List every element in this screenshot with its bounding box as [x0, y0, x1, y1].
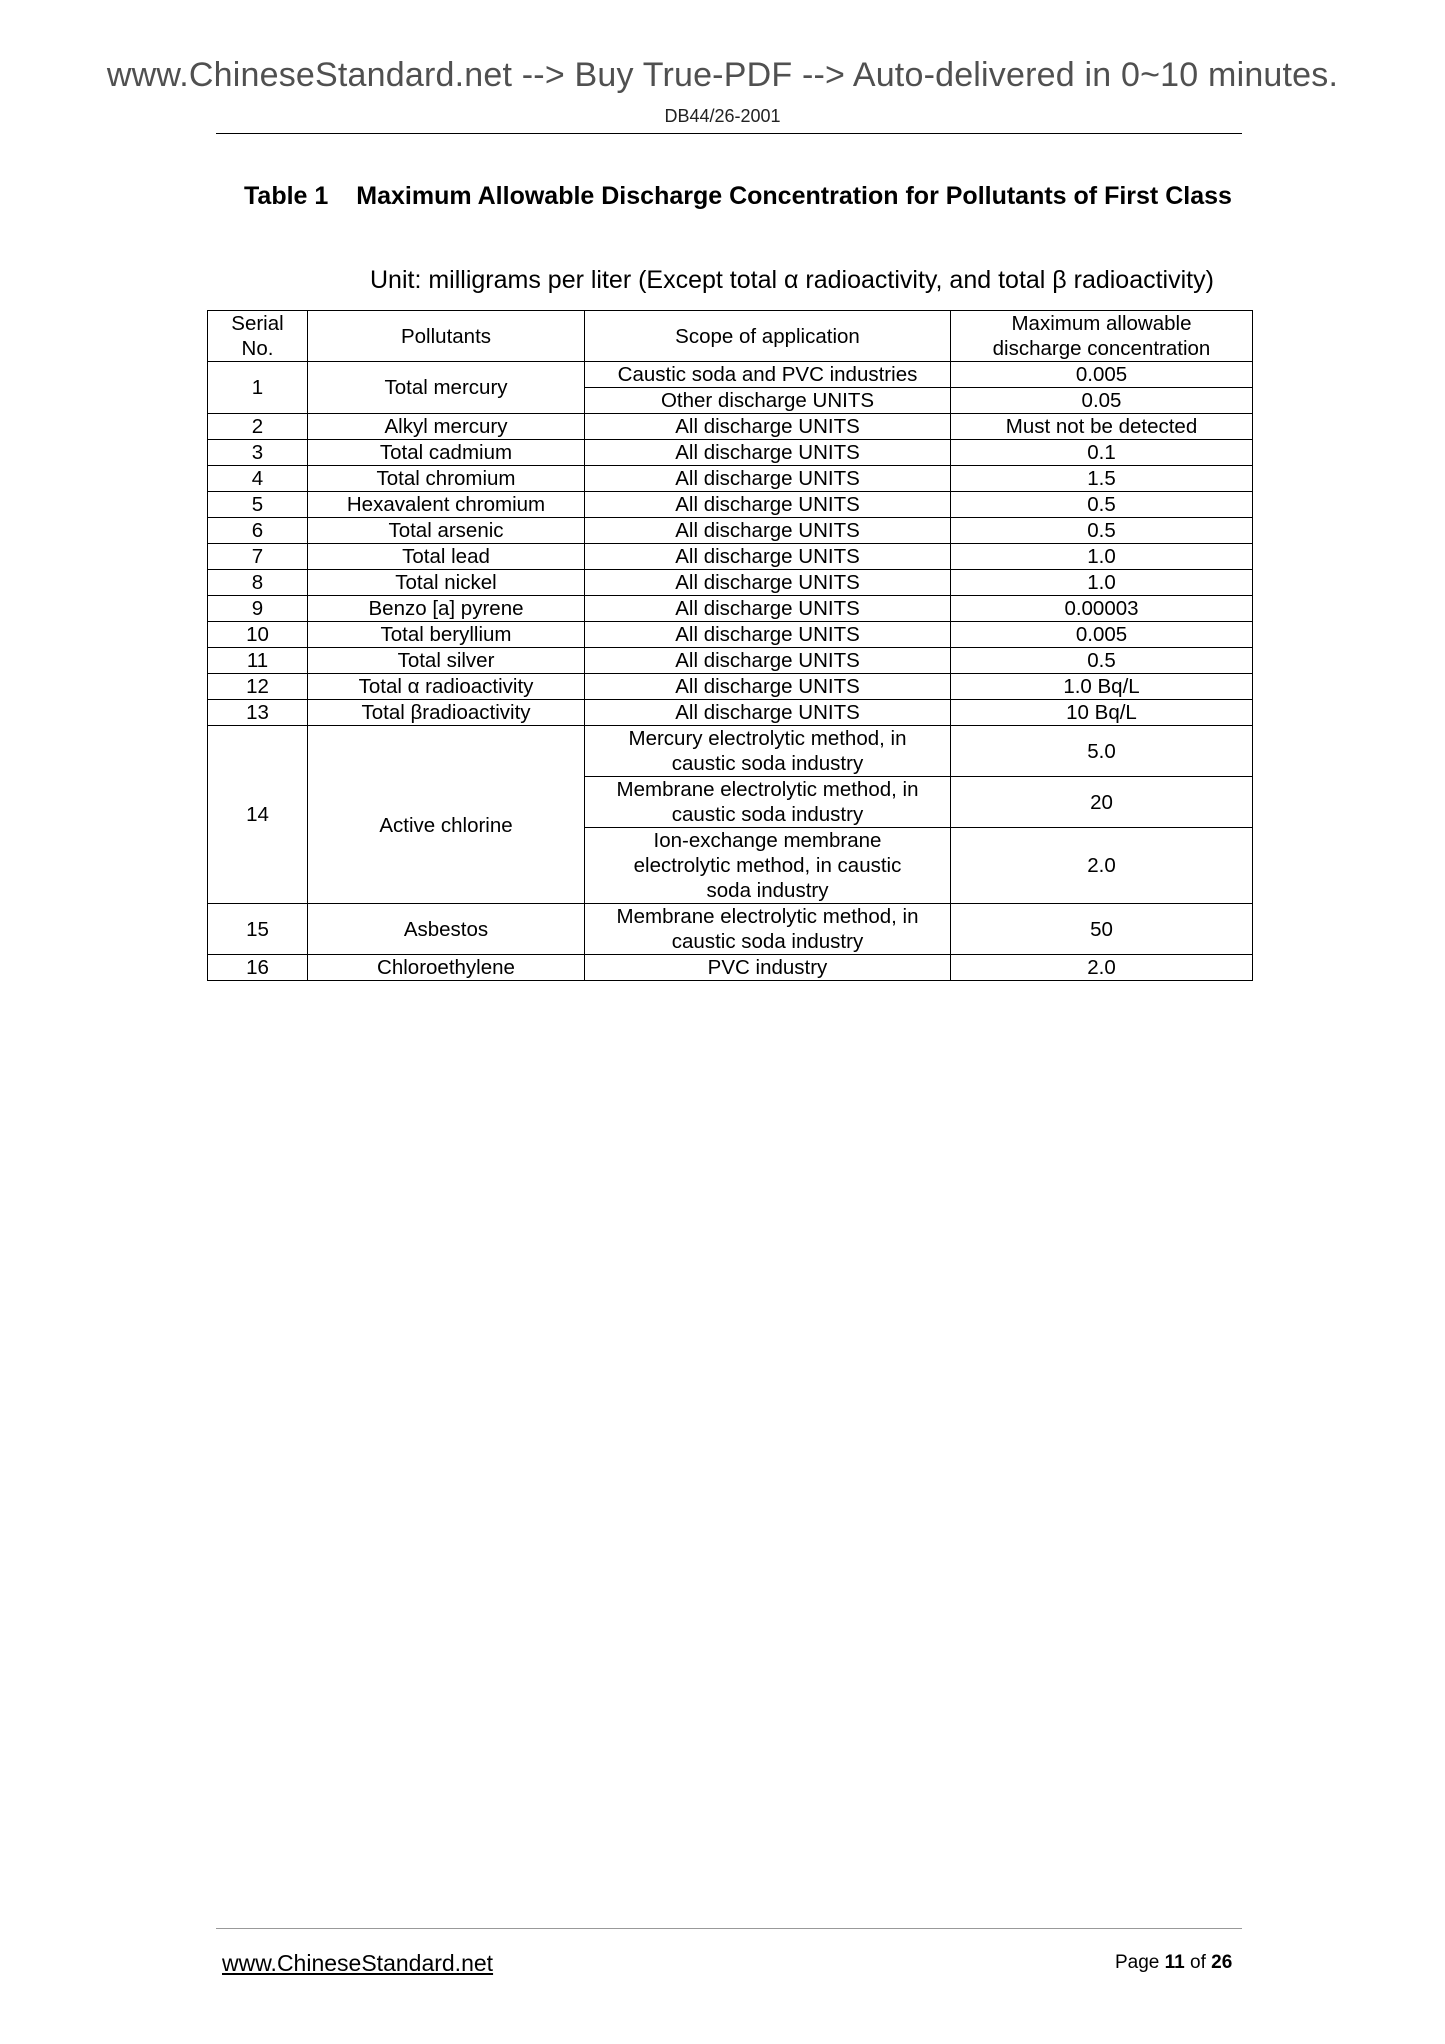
pollutant-cell: Total chromium — [308, 466, 585, 492]
pollutant-cell: Total silver — [308, 648, 585, 674]
pollutant-cell: Chloroethylene — [308, 955, 585, 981]
table-header-row — [208, 311, 1253, 362]
scope-cell: All discharge UNITS — [585, 622, 951, 648]
pollutant-cell: Active chlorine — [308, 726, 585, 904]
header-divider — [216, 133, 1242, 134]
scope-cell: Membrane electrolytic method, in caustic soda industry — [585, 904, 951, 955]
scope-cell: Caustic soda and PVC industries — [585, 362, 951, 388]
value-cell: 1.0 — [951, 570, 1253, 596]
serial-cell: 4 — [208, 466, 308, 492]
serial-cell: 10 — [208, 622, 308, 648]
value-cell: 0.5 — [951, 492, 1253, 518]
pollutant-cell: Total cadmium — [308, 440, 585, 466]
value-cell: 20 — [951, 777, 1253, 828]
pollutant-cell: Total lead — [308, 544, 585, 570]
header-pollutants: Pollutants — [308, 311, 585, 362]
scope-cell: All discharge UNITS — [585, 674, 951, 700]
scope-cell: Ion-exchange membrane electrolytic method, in caustic soda industry — [585, 828, 951, 904]
serial-cell: 2 — [208, 414, 308, 440]
document-number: DB44/26-2001 — [664, 106, 781, 126]
value-cell: 0.5 — [951, 648, 1253, 674]
value-cell: 1.0 Bq/L — [951, 674, 1253, 700]
table-row — [208, 466, 1253, 492]
value-cell: 1.0 — [951, 544, 1253, 570]
table-row — [208, 596, 1253, 622]
serial-cell: 5 — [208, 492, 308, 518]
table-title-text: Maximum Allowable Discharge Concentration for Pollutants of First Class — [356, 182, 1232, 210]
table-row — [208, 955, 1253, 981]
scope-cell: All discharge UNITS — [585, 466, 951, 492]
header-serial: Serial No. — [208, 311, 308, 362]
scope-cell: All discharge UNITS — [585, 700, 951, 726]
serial-cell: 14 — [208, 726, 308, 904]
serial-cell: 11 — [208, 648, 308, 674]
scope-cell: All discharge UNITS — [585, 570, 951, 596]
value-cell: 2.0 — [951, 828, 1253, 904]
table-row — [208, 674, 1253, 700]
pollutant-cell: Alkyl mercury — [308, 414, 585, 440]
value-cell: 0.05 — [951, 388, 1253, 414]
serial-cell: 16 — [208, 955, 308, 981]
table-number: Table 1 — [244, 182, 329, 210]
table-row — [208, 904, 1253, 955]
table-row — [208, 362, 1253, 388]
pollutant-cell: Total beryllium — [308, 622, 585, 648]
pollutant-cell: Asbestos — [308, 904, 585, 955]
unit-note: Unit: milligrams per liter (Except total α radioactivity, and total β radioactivity) — [370, 266, 1214, 294]
table-row — [208, 518, 1253, 544]
serial-cell: 15 — [208, 904, 308, 955]
value-cell: 0.5 — [951, 518, 1253, 544]
table-row — [208, 700, 1253, 726]
serial-cell: 3 — [208, 440, 308, 466]
footer-site-link[interactable]: www.ChineseStandard.net — [222, 1950, 494, 1976]
site-banner: www.ChineseStandard.net --> Buy True-PDF --> Auto-delivered in 0~10 minutes. — [106, 56, 1339, 94]
value-cell: 2.0 — [951, 955, 1253, 981]
page-number: Page 11 of 26 — [1115, 1952, 1233, 1973]
serial-cell: 9 — [208, 596, 308, 622]
scope-cell: All discharge UNITS — [585, 544, 951, 570]
scope-cell: All discharge UNITS — [585, 518, 951, 544]
value-cell: Must not be detected — [951, 414, 1253, 440]
pollutant-cell: Total mercury — [308, 362, 585, 414]
pollutant-cell: Total βradioactivity — [308, 700, 585, 726]
serial-cell: 7 — [208, 544, 308, 570]
value-cell: 5.0 — [951, 726, 1253, 777]
table-row — [208, 414, 1253, 440]
pollutant-cell: Total α radioactivity — [308, 674, 585, 700]
pollutant-table — [207, 310, 1253, 981]
serial-cell: 12 — [208, 674, 308, 700]
header-scope: Scope of application — [585, 311, 951, 362]
table-row — [208, 544, 1253, 570]
scope-cell: Membrane electrolytic method, in caustic soda industry — [585, 777, 951, 828]
value-cell: 50 — [951, 904, 1253, 955]
scope-cell: All discharge UNITS — [585, 596, 951, 622]
value-cell: 0.005 — [951, 362, 1253, 388]
value-cell: 0.005 — [951, 622, 1253, 648]
scope-cell: All discharge UNITS — [585, 414, 951, 440]
scope-cell: All discharge UNITS — [585, 648, 951, 674]
table-row — [208, 648, 1253, 674]
table-row — [208, 622, 1253, 648]
pollutant-cell: Total nickel — [308, 570, 585, 596]
scope-cell: Other discharge UNITS — [585, 388, 951, 414]
serial-cell: 1 — [208, 362, 308, 414]
pollutant-cell: Hexavalent chromium — [308, 492, 585, 518]
pollutant-cell: Benzo [a] pyrene — [308, 596, 585, 622]
scope-cell: All discharge UNITS — [585, 440, 951, 466]
value-cell: 10 Bq/L — [951, 700, 1253, 726]
pollutant-cell: Total arsenic — [308, 518, 585, 544]
serial-cell: 8 — [208, 570, 308, 596]
value-cell: 1.5 — [951, 466, 1253, 492]
value-cell: 0.00003 — [951, 596, 1253, 622]
scope-cell: All discharge UNITS — [585, 492, 951, 518]
scope-cell: Mercury electrolytic method, in caustic soda industry — [585, 726, 951, 777]
header-max-concentration: Maximum allowable discharge concentration — [951, 311, 1253, 362]
table-row — [208, 492, 1253, 518]
value-cell: 0.1 — [951, 440, 1253, 466]
table-row — [208, 440, 1253, 466]
table-row — [208, 570, 1253, 596]
footer-divider — [216, 1928, 1242, 1929]
scope-cell: PVC industry — [585, 955, 951, 981]
serial-cell: 13 — [208, 700, 308, 726]
table-row — [208, 726, 1253, 777]
serial-cell: 6 — [208, 518, 308, 544]
table-title — [244, 182, 1232, 211]
